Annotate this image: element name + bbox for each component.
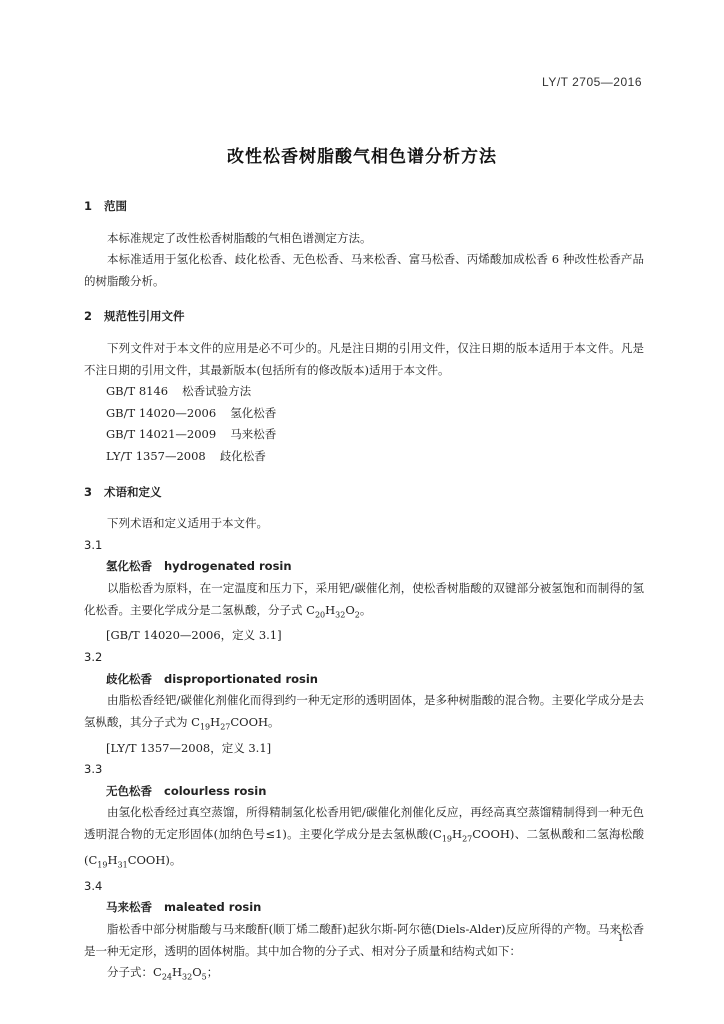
term-cn: 歧化松香 (106, 671, 152, 686)
term-number: 3.2 (84, 649, 103, 664)
term-cn: 氢化松香 (106, 559, 152, 574)
term-entry (106, 897, 644, 919)
term-entry (106, 669, 644, 691)
document-body (84, 196, 644, 988)
term-source: [LY/T 1357—2008，定义 3.1] (106, 740, 272, 755)
section-title: 术语和定义 (104, 484, 162, 499)
paragraph: 本标准适用于氢化松香、歧化松香、无色松香、马来松香、富马松香、丙烯酸加成松香 6 种改性松香产品的树脂酸分析。 (84, 252, 644, 288)
section-number: 2 (84, 309, 93, 324)
term-cn: 马来松香 (106, 900, 152, 915)
term-definition: 由脂松香经钯/碳催化剂催化而得到约一种无定形的透明固体，是多种树脂酸的混合物。主要化学成分是去氢枞酸，其分子式为 $C_{19}H_{27}COOH$。 (84, 693, 644, 732)
section-heading-3 (84, 482, 644, 504)
page-number: 1 (617, 933, 624, 944)
term-en: hydrogenated rosin (164, 559, 292, 574)
section-heading-1 (84, 196, 644, 218)
term-number: 3.3 (84, 762, 103, 777)
term-en: disproportionated rosin (164, 671, 318, 686)
term-number: 3.1 (84, 537, 103, 552)
term-entry (106, 556, 644, 578)
term-definition: 以脂松香为原料，在一定温度和压力下，采用钯/碳催化剂，使松香树脂酸的双键部分被氢饱和而制得的氢化松香。主要化学成分是二氢枞酸，分子式 $C_{20}H_{32}O_2$。 (84, 580, 644, 619)
term-en: maleated rosin (164, 900, 262, 915)
paragraph: 下列文件对于本文件的应用是必不可少的。凡是注日期的引用文件，仅注日期的版本适用于本文件。凡是不注日期的引用文件，其最新版本(包括所有的修改版本)适用于本文件。 (84, 340, 644, 377)
molecular-formula: 分子式：$C_{24}H_{32}O_5$； (107, 965, 219, 982)
standard-code: LY/T 2705—2016 (542, 75, 642, 89)
term-en: colourless rosin (164, 783, 267, 798)
section-title: 范围 (104, 199, 127, 213)
reference-item: GB/T 8146 松香试验方法 (106, 384, 252, 399)
term-definition: 脂松香中部分树脂酸与马来酸酐(顺丁烯二酸酐)起狄尔斯-阿尔德(Diels-Alder)反应所得的产物。马来松香是一种无定形，透明的固体树脂。其中加合物的分子式、相对分子质量和结构式如下： (84, 922, 644, 958)
term-definition: 由氢化松香经过真空蒸馏，所得精制氢化松香用钯/碳催化剂催化反应，再经高真空蒸馏精制得到一种无色透明混合物的无定形固体(加纳色号≤1)。主要化学成分是去氢枞酸$(C_{19}H_{27}COOH)$、二氢枞酸和二氢海松酸$(C_{19}H_{31}COOH)$。 (84, 805, 645, 870)
term-number: 3.4 (84, 878, 103, 893)
reference-item: LY/T 1357—2008 歧化松香 (106, 448, 266, 463)
paragraph: 本标准规定了改性松香树脂酸的气相色谱测定方法。 (107, 230, 372, 245)
section-number: 3 (84, 484, 93, 499)
term-entry (106, 781, 644, 803)
paragraph: 下列术语和定义适用于本文件。 (107, 516, 268, 531)
reference-item: GB/T 14021—2009 马来松香 (106, 427, 277, 442)
section-heading-2 (84, 306, 644, 328)
section-number: 1 (84, 199, 93, 213)
section-title: 规范性引用文件 (104, 309, 185, 324)
term-cn: 无色松香 (106, 783, 152, 798)
term-source: [GB/T 14020—2006，定义 3.1] (106, 628, 282, 643)
document-title: 改性松香树脂酸气相色谱分析方法 (227, 147, 497, 167)
reference-item: GB/T 14020—2006 氢化松香 (106, 405, 277, 420)
